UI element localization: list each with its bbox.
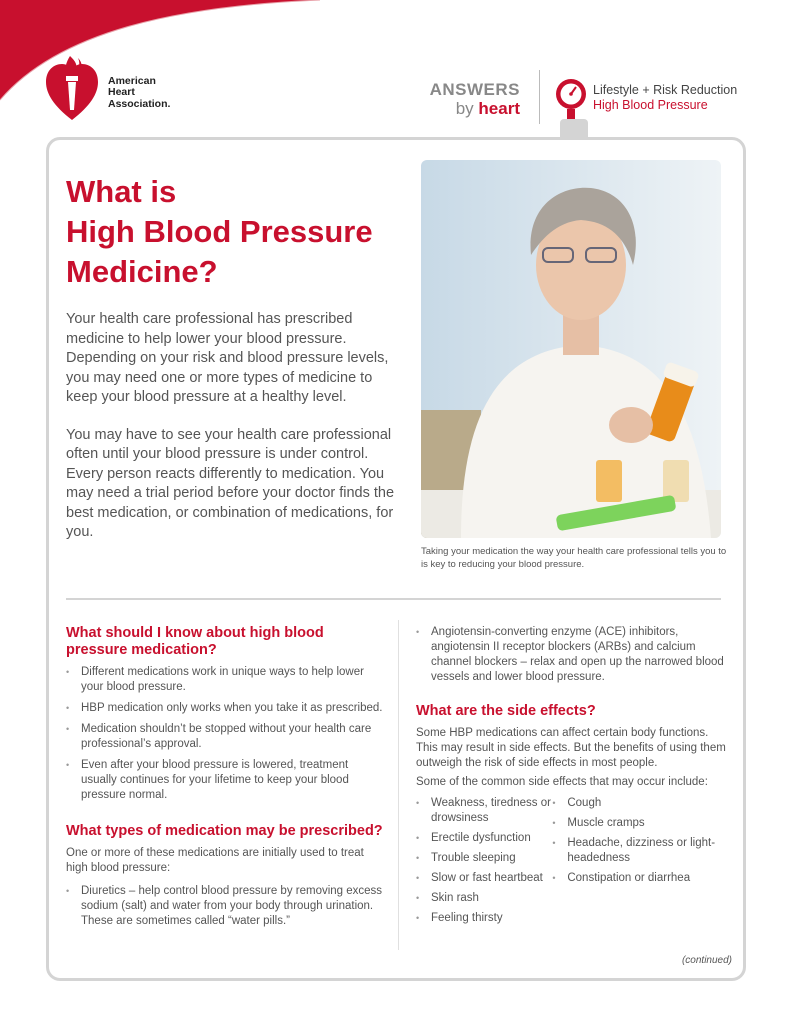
side-effects-lists	[416, 796, 731, 931]
answers-by-heart-logo	[410, 80, 520, 118]
aha-logo[interactable]	[44, 54, 170, 124]
bullet-list	[416, 796, 552, 931]
topic-label	[593, 83, 737, 113]
heart-label: heart	[478, 99, 520, 118]
card-tab	[560, 119, 588, 139]
org-name-line1: American	[108, 74, 156, 87]
bullet-list	[416, 625, 731, 685]
left-column	[66, 625, 386, 935]
title-line1: What is	[66, 174, 177, 209]
section-heading: What are the side effects?	[416, 703, 596, 719]
title-line2: High Blood Pressure	[66, 214, 373, 249]
topic-name: High Blood Pressure	[593, 98, 708, 112]
section-heading: What types of medication may be prescribed?	[66, 823, 383, 839]
page-title	[66, 172, 416, 292]
list-item: • Headache, dizziness or light-headedness	[552, 836, 731, 866]
list-item: • Different medications work in unique ways to help lower your blood pressure.	[66, 665, 386, 695]
section-paragraph: Some HBP medications can affect certain body functions. This may result in side effects. But the benefits of using them outweigh the risk of side effects in most people.	[416, 727, 726, 769]
header-divider	[539, 70, 540, 124]
list-item: • Trouble sleeping	[416, 851, 552, 866]
continued-label: (continued)	[681, 955, 732, 966]
org-name-line3: Association.	[108, 97, 171, 110]
column-divider	[398, 620, 399, 950]
list-item: • Angiotensin-converting enzyme (ACE) inhibitors, angiotensin II receptor blockers (ARBs) and calcium channel blockers – relax and open up the narrowed blood vessels and lower blood pressure.	[416, 625, 731, 685]
section-divider	[66, 598, 721, 600]
bullet-list	[66, 884, 386, 929]
section-heading: What should I know about high blood pressure medication?	[66, 625, 324, 658]
woman-with-pill-bottle-photo	[421, 160, 721, 538]
list-item: • Skin rash	[416, 891, 552, 906]
answers-label: ANSWERS	[429, 80, 520, 99]
section-paragraph: Some of the common side effects that may occur include:	[416, 776, 708, 788]
list-item: • Muscle cramps	[552, 816, 731, 831]
list-item: • Even after your blood pressure is lowered, treatment usually continues for your lifetime to keep your blood pressure normal.	[66, 758, 386, 803]
org-name-line2: Heart	[108, 86, 135, 99]
bullet-list	[552, 796, 731, 931]
list-item: • Diuretics – help control blood pressure by removing excess sodium (salt) and water from your body through urination. These are sometimes called “water pills.”	[66, 884, 386, 929]
bullet-list	[66, 665, 386, 803]
intro-paragraph: Your health care professional has prescribed medicine to help lower your blood pressure. Depending on your risk and blood pressure levels, you may need one or more types of medicine to keep your blood pressure at a healthy level.	[66, 311, 389, 405]
intro-paragraph: You may have to see your health care professional often until your blood pressure is under control. Every person reacts differently to medication. You may need a trial period before your doctor finds the best medication, or combination of medications, for you.	[66, 426, 395, 540]
photo-caption: Taking your medication the way your health care professional tells you to is key to reducing your blood pressure.	[421, 546, 727, 570]
section-lead: One or more of these medications are initially used to treat high blood pressure:	[66, 847, 364, 874]
list-item: • Constipation or diarrhea	[552, 871, 731, 886]
list-item: • HBP medication only works when you take it as prescribed.	[66, 701, 386, 716]
right-column	[416, 625, 731, 931]
list-item: • Weakness, tiredness or drowsiness	[416, 796, 552, 826]
intro-text	[66, 310, 396, 561]
by-label: by	[455, 99, 474, 118]
list-item: • Medication shouldn’t be stopped without your health care professional’s approval.	[66, 722, 386, 752]
heart-torch-icon	[44, 54, 100, 124]
list-item: • Feeling thirsty	[416, 911, 552, 926]
list-item: • Cough	[552, 796, 731, 811]
title-line3: Medicine?	[66, 254, 218, 289]
list-item: • Slow or fast heartbeat	[416, 871, 552, 886]
topic-category: Lifestyle + Risk Reduction	[593, 83, 738, 97]
list-item: • Erectile dysfunction	[416, 831, 552, 846]
